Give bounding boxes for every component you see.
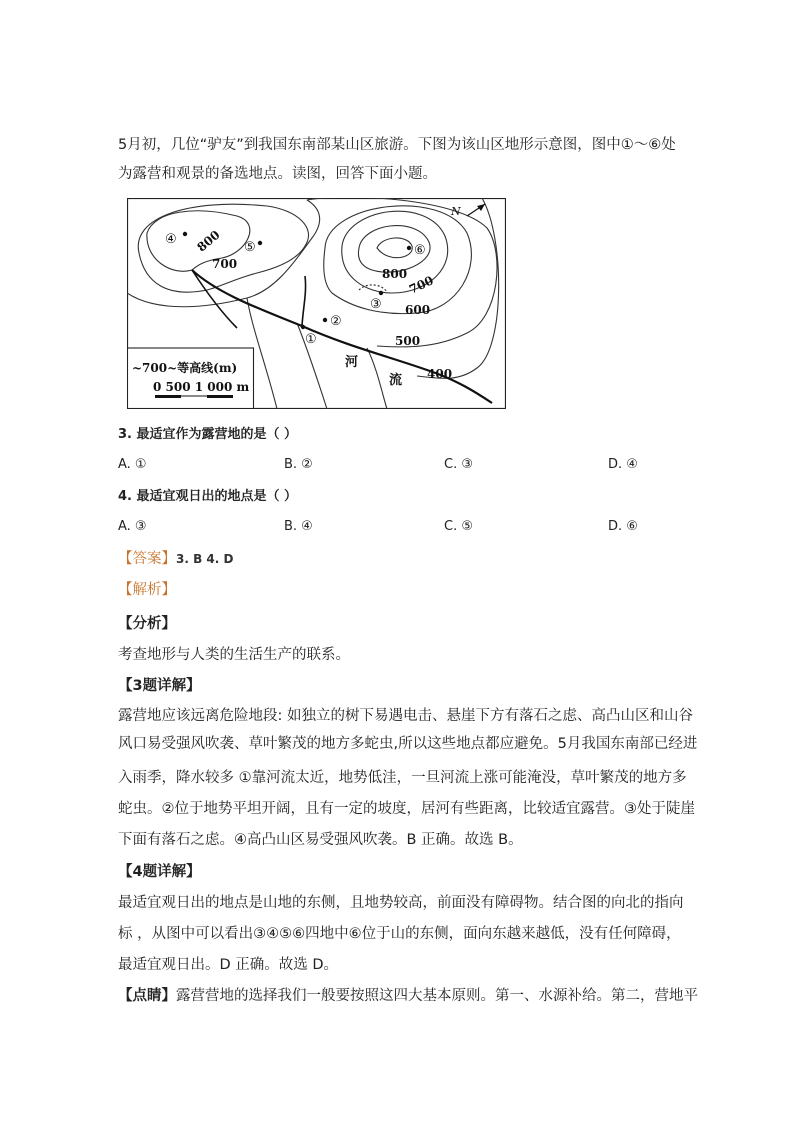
q4-option-b[interactable]: B. ④ bbox=[284, 519, 313, 534]
contour-label-700-east: 700 bbox=[406, 273, 436, 297]
detail3-line-3: 入雨季，降水较多 ①靠河流太近，地势低洼，一旦河流上涨可能淹没，草叶繁茂的地方多 bbox=[118, 770, 687, 786]
answer-value: 3. B 4. D bbox=[176, 552, 234, 566]
contour-label-500: 500 bbox=[395, 334, 421, 348]
point-2-dot bbox=[323, 318, 327, 322]
q4-option-a[interactable]: A. ③ bbox=[118, 519, 147, 534]
contour-map-svg bbox=[127, 198, 506, 409]
detail4-line-1: 最适宜观日出的地点是山地的东侧，且地势较高，前面没有障碍物。结合图的向北的指向 bbox=[118, 895, 684, 911]
point-5-dot bbox=[258, 241, 262, 245]
q4-option-c[interactable]: C. ⑤ bbox=[444, 519, 473, 534]
q3-option-d[interactable]: D. ④ bbox=[608, 457, 638, 472]
river-char-2: 流 bbox=[389, 373, 403, 388]
detail4-line-2: 标 ，从图中可以看出③④⑤⑥四地中⑥位于山的东侧，面向东越来越低，没有任何障碍， bbox=[118, 926, 681, 942]
detail3-label: 【3题详解】 bbox=[118, 678, 201, 694]
q4-option-d[interactable]: D. ⑥ bbox=[608, 519, 638, 534]
detail3-line-2: 风口易受强风吹袭、草叶繁茂的地方多蛇虫,所以这些地点都应避免。5月我国东南部已经进 bbox=[118, 736, 698, 752]
detail4-label: 【4题详解】 bbox=[118, 864, 201, 880]
answer-row bbox=[118, 549, 233, 569]
analysis-label: 【解析】 bbox=[118, 582, 176, 598]
detail3-line-4: 蛇虫。②位于地势平坦开阔，且有一定的坡度，居河有些距离，比较适宜露营。③处于陡崖 bbox=[118, 801, 695, 817]
map-legend bbox=[128, 348, 254, 409]
point-4-label: ④ bbox=[165, 232, 177, 247]
legend-scale-text: 0 500 1 000 m bbox=[153, 380, 250, 394]
q3-option-a[interactable]: A. ① bbox=[118, 457, 147, 472]
detail3-line-1: 露营地应该远离危险地段: 如独立的树下易遇电击、悬崖下方有落石之虑、高凸山区和山谷 bbox=[118, 708, 693, 724]
fenxi-label: 【分析】 bbox=[118, 616, 176, 632]
q3-stem: 3. 最适宜作为露营地的是（ ） bbox=[118, 427, 298, 442]
point-3-label: ③ bbox=[370, 297, 382, 312]
contour-label-800-west: 800 bbox=[194, 227, 223, 255]
q3-option-b[interactable]: B. ② bbox=[284, 457, 313, 472]
point-1-dot bbox=[301, 325, 305, 329]
point-4-dot bbox=[183, 232, 187, 236]
q4-stem: 4. 最适宜观日出的地点是（ ） bbox=[118, 489, 298, 504]
fenxi-text: 考查地形与人类的生活生产的联系。 bbox=[118, 647, 350, 663]
intro-line-2: 为露营和观景的备选地点。读图，回答下面小题。 bbox=[118, 166, 437, 182]
river-char-1: 河 bbox=[345, 355, 359, 370]
point-6-dot bbox=[407, 246, 411, 250]
dianjing-text: 露营营地的选择我们一般要按照这四大基本原则。第一、水源补给。第二，营地平 bbox=[176, 988, 698, 1004]
north-label: N bbox=[451, 205, 461, 218]
detail4-line-3: 最适宜观日出。D 正确。故选 D。 bbox=[118, 957, 339, 973]
dianjing-label: 【点睛】 bbox=[118, 988, 176, 1004]
point-3-dot bbox=[379, 291, 383, 295]
answer-label: 【答案】 bbox=[118, 551, 176, 567]
topographic-map bbox=[127, 198, 506, 409]
contour-label-400: 400 bbox=[427, 367, 453, 381]
dianjing-row bbox=[118, 986, 698, 1006]
point-1-label: ① bbox=[305, 332, 317, 347]
point-6-label: ⑥ bbox=[414, 243, 426, 258]
intro-line-1: 5月初，几位“驴友”到我国东南部某山区旅游。下图为该山区地形示意图，图中①～⑥处 bbox=[118, 137, 676, 153]
detail3-line-5: 下面有落石之虑。④高凸山区易受强风吹袭。B 正确。故选 B。 bbox=[118, 832, 523, 848]
contour-label-600: 600 bbox=[405, 303, 431, 317]
q3-option-c[interactable]: C. ③ bbox=[444, 457, 473, 472]
point-5-label: ⑤ bbox=[244, 240, 256, 255]
legend-contour-text: ~700~等高线(m) bbox=[132, 361, 238, 375]
contour-label-700-west: 700 bbox=[212, 257, 238, 271]
contour-label-800-east: 800 bbox=[382, 267, 408, 281]
point-2-label: ② bbox=[330, 314, 342, 329]
